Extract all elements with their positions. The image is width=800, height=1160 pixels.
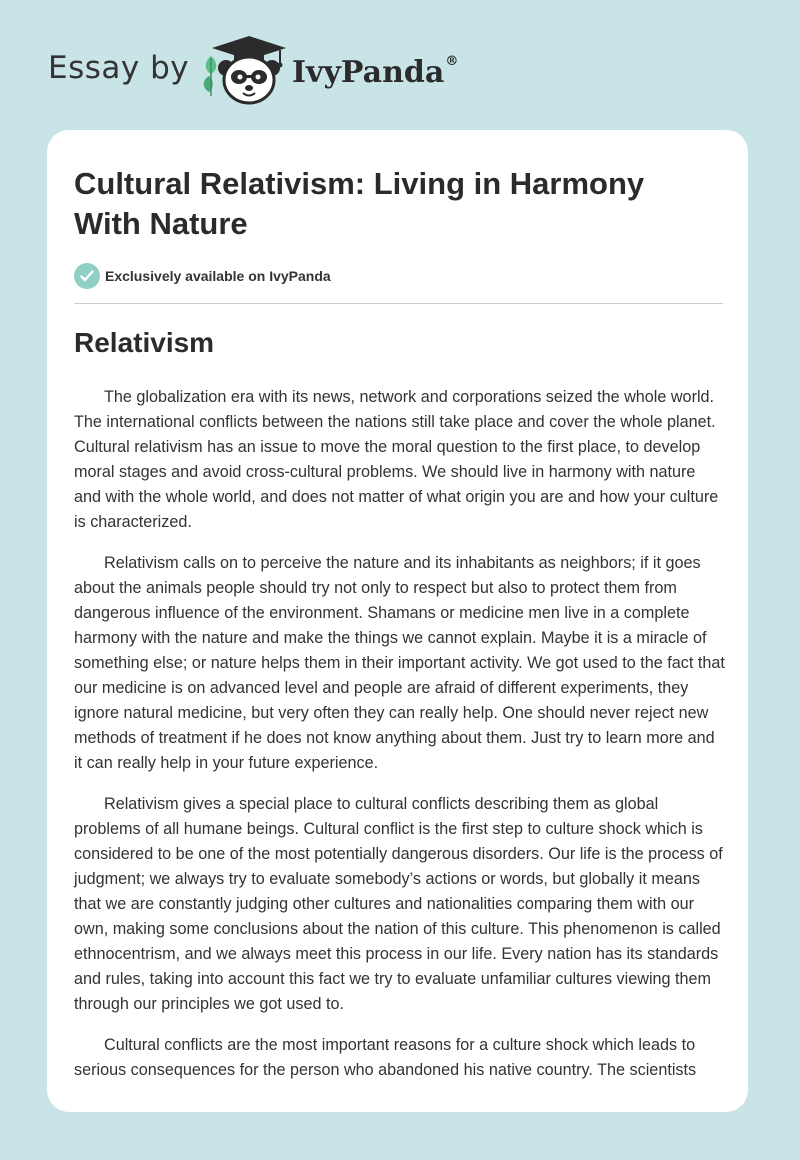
check-circle-icon: [74, 263, 100, 289]
exclusive-badge: [74, 263, 331, 289]
essay-body: [74, 385, 726, 1099]
site-header: [0, 0, 800, 130]
divider: [74, 303, 723, 304]
essay-title: Cultural Relativism: Living in Harmony With Nature: [74, 166, 645, 241]
panda-graduation-cap-icon: [210, 34, 288, 106]
essay-card: [47, 130, 748, 1112]
brand-name: IvyPanda: [292, 55, 445, 90]
paragraph: The globalization era with its news, network and corporations seized the whole world. The international conflicts between the nations still take place and cover the whole planet. Cultural relativism has an issue to move the moral question to the first place, to develop moral stages and avoid cross-cultural problems. We should live in harmony with nature and with the whole world, and does not matter of what origin you are and how your culture is characterized.: [74, 388, 719, 531]
paragraph: Relativism calls on to perceive the nature and its inhabitants as neighbors; if it goes about the animals people should try not only to respect but also to protect them from dangerous influence of the environment. Shamans or medicine men live in a complete harmony with the nature and make the things we cannot explain. Maybe it is a miracle of something else; or nature helps them in their important activity. We got used to the fact that our medicine is on advanced level and people are afraid of different experiments, they ignore natural medicine, but very often they can really help. One should never reject new methods of treatment if he does not know anything about them. Just try to learn more and it can really help in your future experience.: [74, 554, 725, 772]
section-heading: Relativism: [74, 327, 215, 358]
registered-mark: ®: [445, 54, 459, 69]
paragraph: Cultural conflicts are the most important reasons for a culture shock which leads to serious consequences for the person who abandoned his native country. The scientists: [74, 1036, 697, 1079]
brand-logo-text[interactable]: [292, 55, 458, 90]
exclusive-label: Exclusively available on IvyPanda: [105, 268, 331, 284]
essay-by-label: Essay by: [48, 50, 190, 86]
paragraph: Relativism gives a special place to cultural conflicts describing them as global problems of all humane beings. Cultural conflict is the first step to culture shock which is considered to be one of the most potentially dangerous disorders. Our life is the process of judgment; we always try to evaluate somebody’s actions or words, but globally it means that we are constantly judging other cultures and nationalities comparing them with our own, making some conclusions about the nation of this culture. This phenomenon is called ethnocentrism, and we always meet this process in our life. Every nation has its standards and rules, taking into account this fact we try to evaluate unfamiliar cultures viewing them through our principles we got used to.: [74, 795, 723, 1013]
